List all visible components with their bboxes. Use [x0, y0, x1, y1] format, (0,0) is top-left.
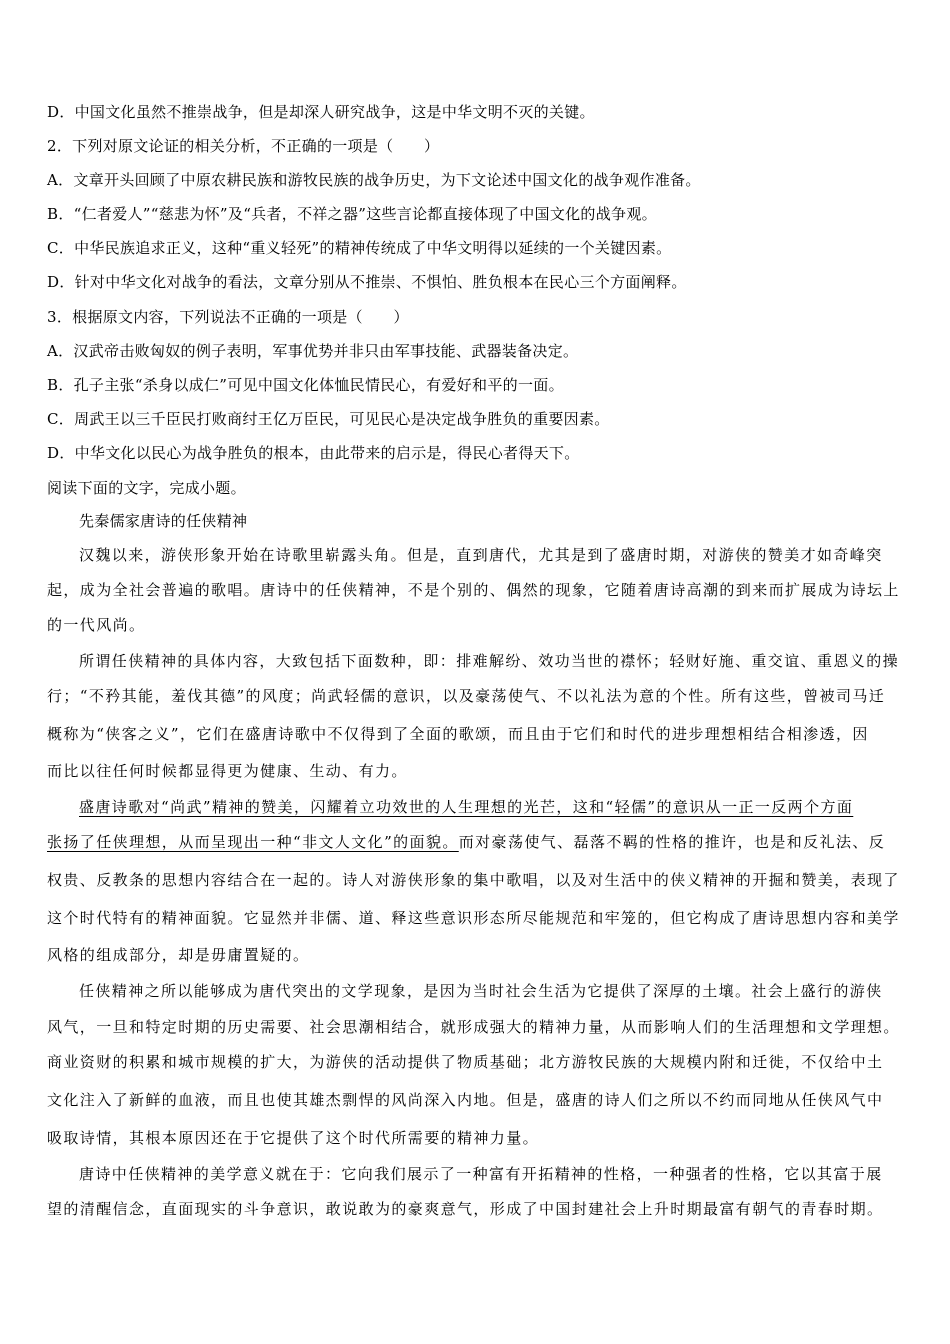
article-line: 吸取诗情，其根本原因还在于它提供了这个时代所需要的精神力量。	[47, 1129, 540, 1147]
reading-instruction: 阅读下面的文字，完成小题。	[47, 479, 246, 497]
underlined-text: 张扬了任侠理想，从而呈现出一种“非文人文化”的面貌。	[47, 833, 459, 851]
q2-option-b: B．“仁者爱人”“慈悲为怀”及“兵者，不祥之器”这些言论都直接体现了中国文化的战争观。	[47, 205, 657, 223]
article-line: 起，成为全社会普遍的歌唱。唐诗中的任侠精神，不是个别的、偶然的现象，它随着唐诗高潮的到来而扩展成为诗坛上	[47, 581, 900, 599]
article-title: 先秦儒家唐诗的任侠精神	[79, 512, 248, 530]
article-line: 行；“不矜其能，羞伐其德”的风度；尚武轻儒的意识，以及豪荡使气、不以礼法为意的个性。所有这些，曾被司马迁	[47, 687, 886, 705]
article-line: 概称为“侠客之义”，它们在盛唐诗歌中不仅得到了全面的歌颂，而且由于它们和时代的进步理想相结合相渗透，因	[47, 725, 869, 743]
article-line: 这个时代特有的精神面貌。它显然并非儒、道、释这些意识形态所尽能规范和牢笼的，但它构成了唐诗思想内容和美学	[47, 909, 900, 927]
article-line: 唐诗中任侠精神的美学意义就在于：它向我们展示了一种富有开拓精神的性格，一种强者的性格，它以其富于展	[79, 1165, 883, 1183]
article-line: 的一代风尚。	[47, 616, 146, 634]
q2-stem: 2．下列对原文论证的相关分析，不正确的一项是（ ）	[47, 137, 440, 155]
q1-option-d: D．中国文化虽然不推崇战争，但是却深人研究战争，这是中华文明不灭的关键。	[47, 103, 595, 121]
article-line: 权贵、反教条的思想内容结合在一起的。诗人对游侠形象的集中歌唱，以及对生活中的侠义精神的开掘和赞美，表现了	[47, 871, 900, 889]
article-line: 商业资财的积累和城市规模的扩大，为游侠的活动提供了物质基础；北方游牧民族的大规模内附和迁徙，不仅给中土	[47, 1053, 884, 1071]
article-line: 任侠精神之所以能够成为唐代突出的文学现象，是因为当时社会生活为它提供了深厚的土壤。社会上盛行的游侠	[79, 982, 883, 1000]
article-line-underlined: 盛唐诗歌对“尚武”精神的赞美，闪耀着立功效世的人生理想的光芒，这和“轻儒”的意识从一正一反两个方面	[79, 798, 854, 816]
q2-option-c: C．中华民族追求正义，这种“重义轻死”的精神传统成了中华文明得以延续的一个关键因素。	[47, 239, 672, 257]
q2-option-d: D．针对中华文化对战争的看法，文章分别从不推崇、不惧怕、胜负根本在民心三个方面阐释。	[47, 273, 687, 291]
article-line: 而比以往任何时候都显得更为健康、生动、有力。	[47, 762, 408, 780]
plain-text: 而对豪荡使气、磊落不羁的性格的推许，也是和反礼法、反	[458, 833, 886, 851]
article-line: 汉魏以来，游侠形象开始在诗歌里崭露头角。但是，直到唐代，尤其是到了盛唐时期，对游侠的赞美才如奇峰突	[79, 546, 883, 564]
q3-stem: 3．根据原文内容，下列说法不正确的一项是（ ）	[47, 308, 409, 326]
q3-option-c: C．周武王以三千臣民打败商纣王亿万臣民，可见民心是决定战争胜负的重要因素。	[47, 410, 610, 428]
article-line: 风气，一旦和特定时期的历史需要、社会思潮相结合，就形成强大的精神力量，从而影响人们的生活理想和文学理想。	[47, 1018, 900, 1036]
q3-option-b: B．孔子主张“杀身以成仁”可见中国文化体恤民情民心，有爱好和平的一面。	[47, 376, 564, 394]
q3-option-a: A．汉武帝击败匈奴的例子表明，军事优势并非只由军事技能、武器装备决定。	[47, 342, 579, 360]
article-line: 所谓任侠精神的具体内容，大致包括下面数种，即：排难解纷、效功当世的襟怀；轻财好施、重交谊、重恩义的操	[79, 652, 900, 670]
article-line-mixed	[47, 832, 885, 852]
q2-option-a: A．文章开头回顾了中原农耕民族和游牧民族的战争历史，为下文论述中国文化的战争观作准备。	[47, 171, 701, 189]
q3-option-d: D．中华文化以民心为战争胜负的根本，由此带来的启示是，得民心者得天下。	[47, 444, 580, 462]
article-line: 望的清醒信念，直面现实的斗争意识，敢说敢为的豪爽意气，形成了中国封建社会上升时期最富有朝气的青春时期。	[47, 1200, 884, 1218]
article-line: 文化注入了新鲜的血液，而且也使其雄杰剽悍的风尚深入内地。但是，盛唐的诗人们之所以不约而同地从任侠风气中	[47, 1091, 884, 1109]
article-line: 风格的组成部分，却是毋庸置疑的。	[47, 946, 310, 964]
